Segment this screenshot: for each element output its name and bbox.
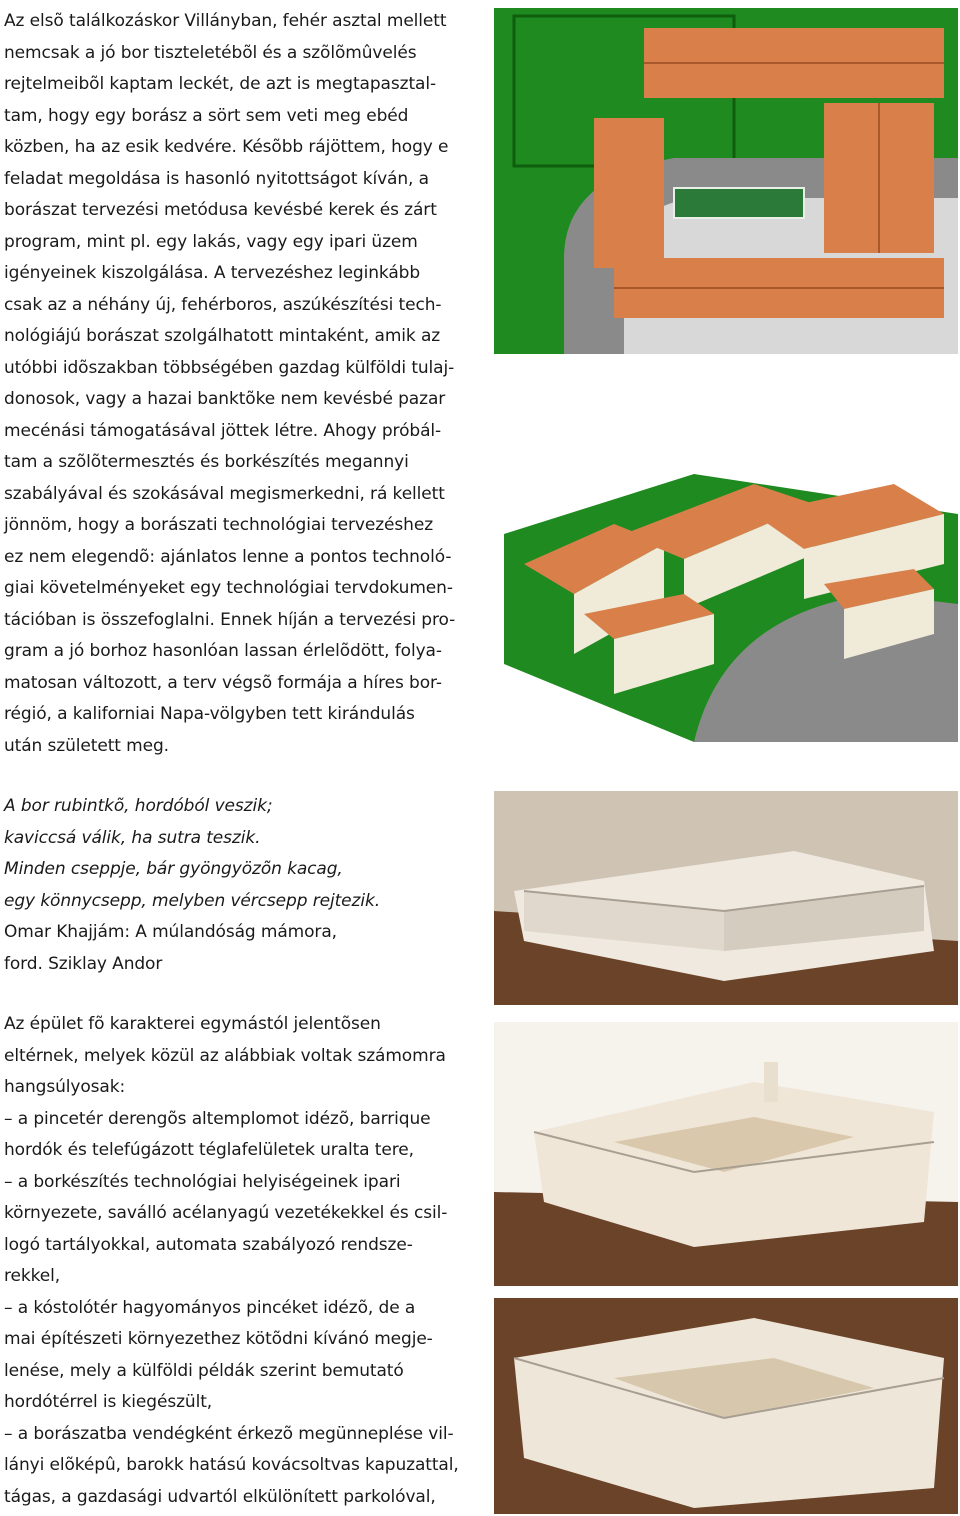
text-line: borászat tervezési metódusa kevésbé kerek és zárt bbox=[4, 200, 437, 220]
text-line: tam, hogy egy borász a sört sem veti meg ebéd bbox=[4, 105, 409, 126]
text-line: tágas, a gazdasági udvartól elkülönített parkolóval, bbox=[4, 1486, 436, 1507]
poem-line: kaviccsá válik, ha sutra teszik. bbox=[4, 827, 261, 848]
text-line: lenése, mely a külföldi példák szerint bemutató bbox=[4, 1360, 404, 1381]
text-line: ez nem elegendõ: ajánlatos lenne a pontos technoló- bbox=[4, 546, 452, 567]
text-line: Az elsõ találkozáskor Villányban, fehér asztal mellett bbox=[4, 11, 447, 31]
text-line: régió, a kaliforniai Napa-völgyben tett kirándulás bbox=[4, 704, 415, 724]
text-line: csak az a néhány új, fehérboros, aszúkészítési tech- bbox=[4, 294, 442, 315]
model-photo-courtyard bbox=[494, 1022, 958, 1286]
text-line: igényeinek kiszolgálása. A tervezéshez leginkább bbox=[4, 263, 421, 283]
text-line: – a borászatba vendégként érkezõ megünneplése vil- bbox=[4, 1423, 454, 1444]
text-line: gram a jó borhoz hasonlóan lassan érlelõdött, folya- bbox=[4, 641, 442, 661]
text-line: után született meg. bbox=[4, 735, 169, 756]
text-line: utóbbi idõszakban többségében gazdag külföldi tulaj- bbox=[4, 357, 455, 378]
text-line: logó tartályokkal, automata szabályozó rendsze- bbox=[4, 1234, 413, 1255]
text-line: jönnöm, hogy a borászati technológiai tervezéshez bbox=[4, 515, 434, 535]
poem-credit-line: Omar Khajjám: A múlandóság mámora, bbox=[4, 922, 337, 942]
text-line: – a kóstolótér hagyományos pincéket idézõ, de a bbox=[4, 1297, 416, 1318]
text-line: – a pincetér derengõs altemplomot idézõ, barrique bbox=[4, 1108, 431, 1129]
text-line: matosan változott, a terv végsõ formája a híres bor- bbox=[4, 672, 442, 693]
text-line: feladat megoldása is hasonló nyitottságot kíván, a bbox=[4, 168, 429, 189]
text-line: nemcsak a jó bor tiszteletébõl és a szõlõmûvelés bbox=[4, 42, 417, 63]
text-line: donosok, vagy a hazai banktõke nem kevésbé pazar bbox=[4, 389, 446, 409]
text-line: tációban is összefoglalni. Ennek híján a tervezési pro- bbox=[4, 609, 456, 630]
text-line: mecénási támogatásával jöttek létre. Ahogy próbál- bbox=[4, 420, 442, 441]
model-photo-detail bbox=[494, 1298, 958, 1514]
text-line: hangsúlyosak: bbox=[4, 1077, 126, 1097]
site-plan-render bbox=[494, 8, 958, 354]
text-line: rekkel, bbox=[4, 1266, 61, 1286]
text-line: program, mint pl. egy lakás, vagy egy ipari üzem bbox=[4, 231, 418, 252]
model-photo-front bbox=[494, 791, 958, 1005]
text-line: tam a szõlõtermesztés és borkészítés megannyi bbox=[4, 452, 409, 472]
poem-credit-line: ford. Sziklay Andor bbox=[4, 953, 163, 974]
perspective-render bbox=[494, 364, 958, 742]
text-line: mai építészeti környezethez kötõdni kívánó megje- bbox=[4, 1329, 433, 1349]
text-line: környezete, saválló acélanyagú vezetékekkel és csil- bbox=[4, 1203, 448, 1223]
poem-line: A bor rubintkõ, hordóból veszik; bbox=[4, 796, 273, 816]
text-line: nológiájú borászat szolgálhatott mintaként, amik az bbox=[4, 326, 441, 346]
poem-line: egy könnycsepp, melyben vércsepp rejtezik. bbox=[4, 890, 381, 911]
characteristics-paragraph bbox=[4, 1009, 474, 1513]
text-line: hordók és telefúgázott téglafelületek uralta tere, bbox=[4, 1140, 414, 1160]
poem-line: Minden cseppje, bár gyöngyözõn kacag, bbox=[4, 859, 343, 879]
text-line: szabályával és szokásával megismerkedni, rá kellett bbox=[4, 483, 445, 504]
text-line: – a borkészítés technológiai helyiségeinek ipari bbox=[4, 1171, 401, 1192]
text-line: közben, ha az esik kedvére. Késõbb rájöttem, hogy e bbox=[4, 137, 449, 157]
text-line: eltérnek, melyek közül az alábbiak voltak számomra bbox=[4, 1045, 446, 1066]
text-line: Az épület fõ karakterei egymástól jelentõsen bbox=[4, 1014, 381, 1034]
poem-quote bbox=[4, 791, 474, 980]
intro-paragraph bbox=[4, 6, 474, 762]
text-line: hordótérrel is kiegészült, bbox=[4, 1392, 213, 1412]
text-line: giai követelményeket egy technológiai tervdokumen- bbox=[4, 578, 453, 598]
text-line: rejtelmeibõl kaptam leckét, de azt is megtapasztal- bbox=[4, 74, 436, 94]
text-line: lányi elõképû, barokk hatású kovácsoltvas kapuzattal, bbox=[4, 1455, 459, 1475]
